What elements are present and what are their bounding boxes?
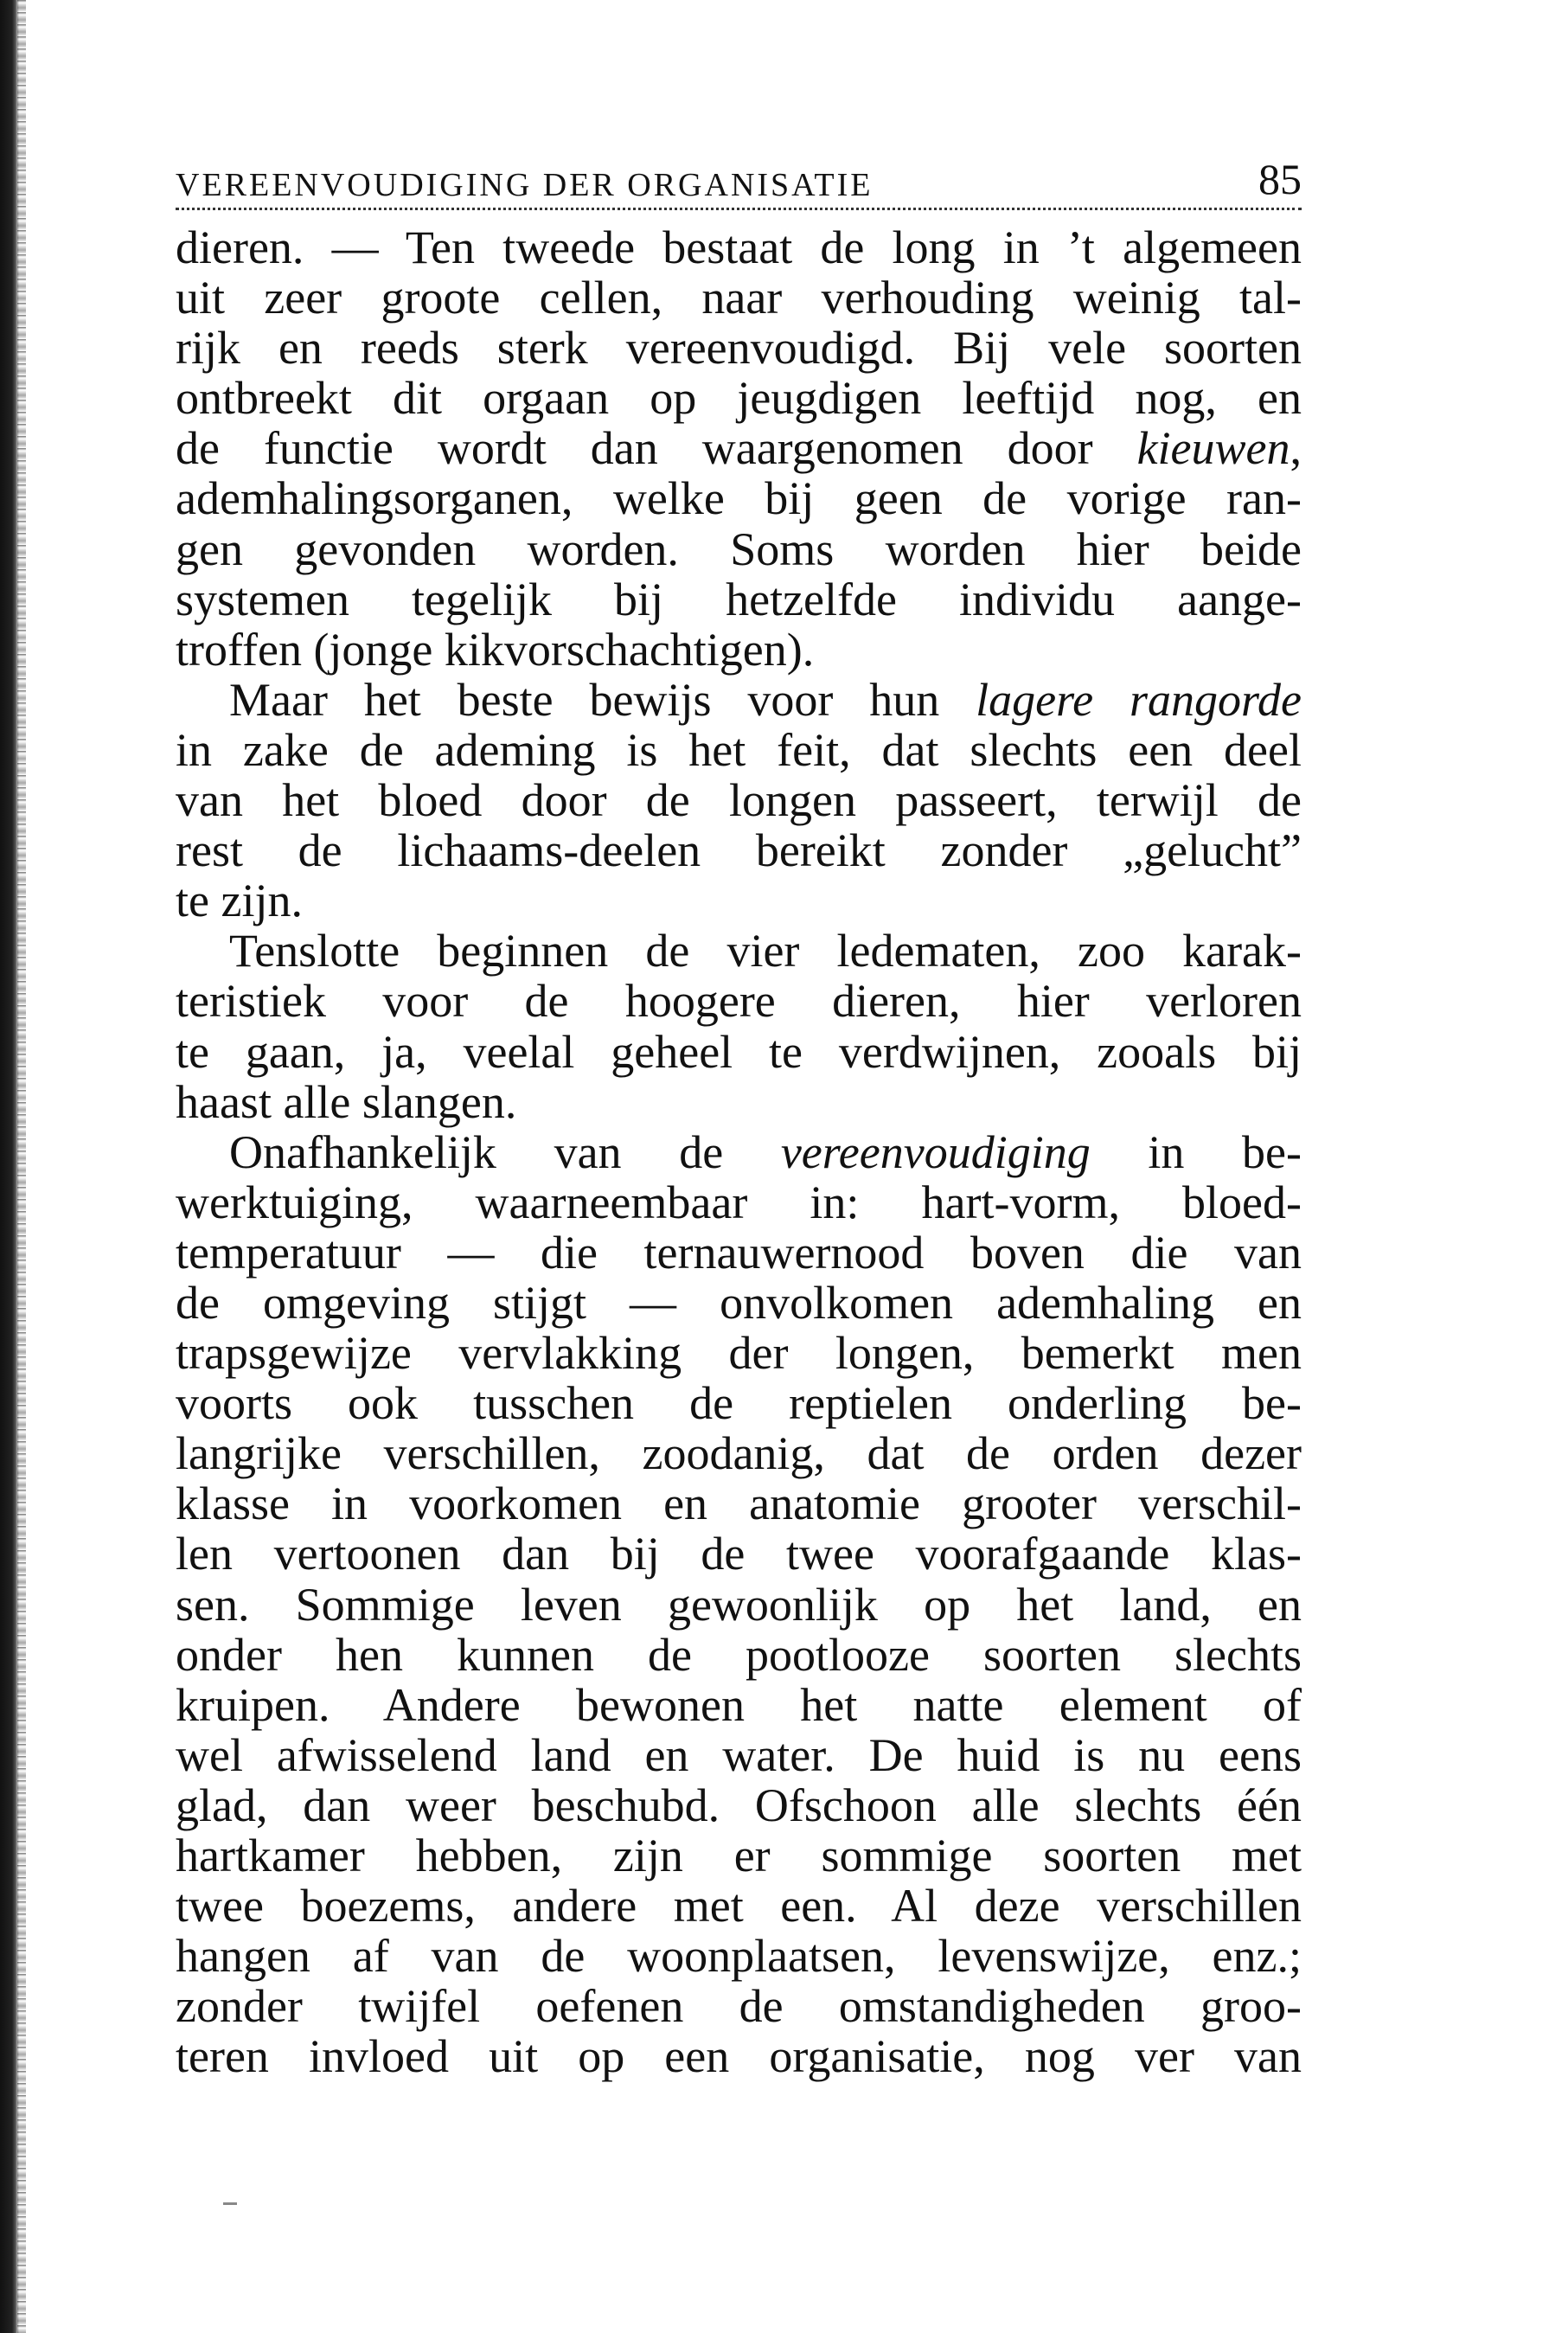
book-binding-edge (0, 0, 19, 2333)
text-line: ademhalingsorganen, welke bij geen de vorige ran- (176, 472, 1302, 525)
text-line: len vertoonen dan bij de twee voorafgaande klas- (176, 1528, 1302, 1580)
text-line: de omgeving stijgt — onvolkomen ademhaling en (176, 1276, 1302, 1329)
text-line: teren invloed uit op een organisatie, nog ver van (176, 2030, 1302, 2083)
text-line: in zake de ademing is het feit, dat slechts een deel (176, 723, 1302, 776)
text-line: werktuiging, waarneembaar in: hart-vorm, bloed- (176, 1176, 1302, 1228)
text-line: langrijke verschillen, zoodanig, dat de orden dezer (176, 1427, 1302, 1480)
text-line: sen. Sommige leven gewoonlijk op het land, en (176, 1578, 1302, 1631)
text-line: rijk en reeds sterk vereenvoudigd. Bij vele soorten (176, 322, 1302, 375)
text-line: gen gevonden worden. Soms worden hier beide (176, 522, 1302, 575)
text-line: hangen af van de woonplaatsen, levenswijze, enz.; (176, 1930, 1302, 1983)
running-head-title: VEREENVOUDIGING DER ORGANISATIE (176, 167, 874, 203)
printer-mark (223, 2202, 237, 2205)
text-line: de functie wordt dan waargenomen door kieuwen, (176, 422, 1302, 475)
page-number: 85 (1258, 155, 1302, 203)
text-line: klasse in voorkomen en anatomie grooter verschil- (176, 1477, 1302, 1530)
text-line: trapsgewijze vervlakking der longen, bemerkt men (176, 1327, 1302, 1380)
text-line: ontbreekt dit orgaan op jeugdigen leeftijd nog, en (176, 372, 1302, 425)
text-line: te gaan, ja, veelal geheel te verdwijnen, zooals bij (176, 1025, 1302, 1078)
body-text (176, 222, 1302, 2081)
text-line: systemen tegelijk bij hetzelfde individu aange- (176, 573, 1302, 625)
text-line: voorts ook tusschen de reptielen onderling be- (176, 1377, 1302, 1430)
text-line: van het bloed door de longen passeert, terwijl de (176, 774, 1302, 827)
text-line: onder hen kunnen de pootlooze soorten slechts (176, 1628, 1302, 1681)
text-line: teristiek voor de hoogere dieren, hier verloren (176, 975, 1302, 1028)
text-line: glad, dan weer beschubd. Ofschoon alle slechts één (176, 1779, 1302, 1831)
text-line: haast alle slangen. (176, 1075, 517, 1128)
text-line: troffen (jonge kikvorschachtigen). (176, 623, 815, 676)
text-line: rest de lichaams-deelen bereikt zonder „gelucht” (176, 824, 1302, 877)
text-line: wel afwisselend land en water. De huid is nu eens (176, 1728, 1302, 1781)
text-line: twee boezems, andere met een. Al deze verschillen (176, 1880, 1302, 1932)
text-line: temperatuur — die ternauwernood boven die van (176, 1226, 1302, 1279)
text-line: Onafhankelijk van de vereenvoudiging in be- (229, 1125, 1302, 1178)
text-line: te zijn. (176, 875, 303, 927)
text-line: Tenslotte beginnen de vier ledematen, zoo karak- (229, 925, 1302, 977)
text-line: uit zeer groote cellen, naar verhouding weinig tal- (176, 272, 1302, 324)
text-line: kruipen. Andere bewonen het natte element of (176, 1678, 1302, 1731)
text-line: hartkamer hebben, zijn er sommige soorten met (176, 1830, 1302, 1881)
text-line: zonder twijfel oefenen de omstandigheden groo- (176, 1980, 1302, 2033)
running-head (176, 156, 1302, 210)
text-line: Maar het beste bewijs voor hun lagere rangorde (229, 673, 1302, 726)
page-text-block (176, 156, 1302, 2081)
text-line: dieren. — Ten tweede bestaat de long in ’t algemeen (176, 221, 1302, 273)
